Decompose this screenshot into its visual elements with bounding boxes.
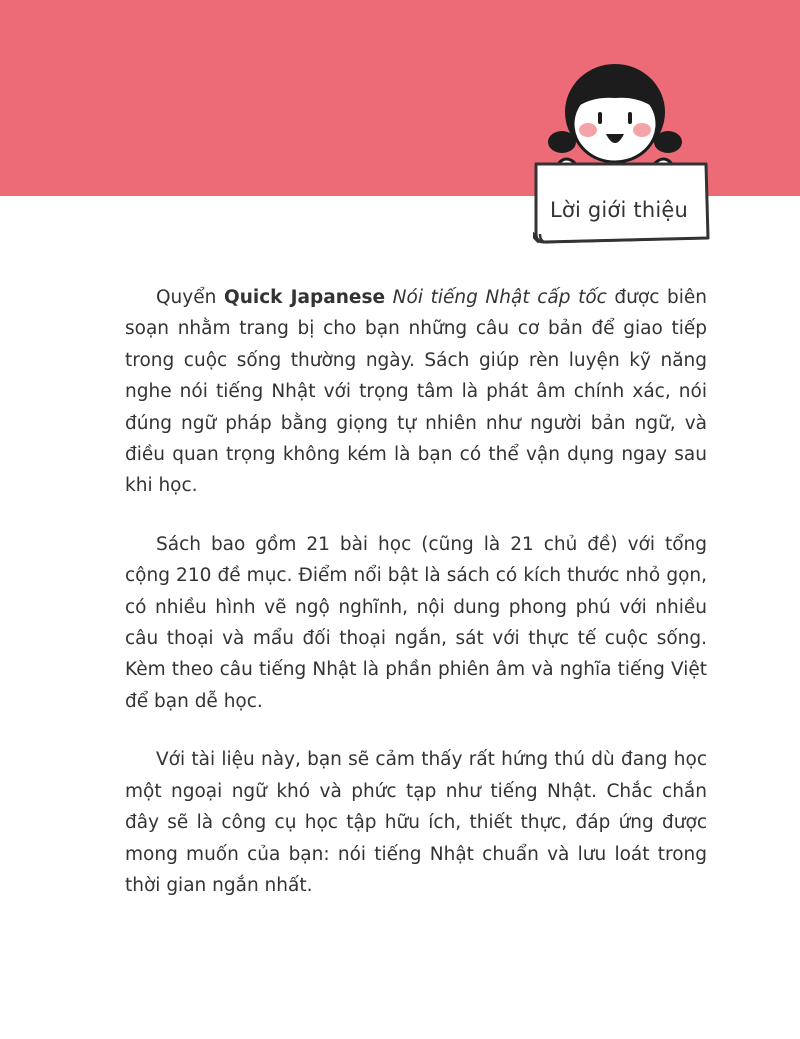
intro-paragraph-2: Sách bao gồm 21 bài học (cũng là 21 chủ đề) với tổng cộng 210 đề mục. Điểm nổi bật là sách có kích thước nhỏ gọn, có nhiều hình vẽ ngộ nghĩnh, nội dung phong phú với nhiều câu thoại và mẩu đối thoại ngắn, sát với thực tế cuộc sống. Kèm theo câu tiếng Nhật là phần phiên âm và nghĩa tiếng Việt để bạn dễ học.	[125, 533, 707, 712]
book-title: Quick Japanese	[223, 287, 386, 308]
intro-paragraph-1	[125, 282, 707, 502]
intro-content	[125, 282, 707, 901]
page-title: Lời giới thiệu	[550, 198, 688, 222]
p1-rest: được biên soạn nhằm trang bị cho bạn những câu cơ bản để giao tiếp trong cuộc sống thường ngày. Sách giúp rèn luyện kỹ năng nghe nói tiếng Nhật với trọng tâm là phát âm chính xác, nói đúng ngữ pháp bằng giọng tự nhiên như người bản ngữ, và điều quan trọng không kém là bạn có thể vận dụng ngay sau khi học.	[125, 287, 707, 497]
p1-lead: Quyển	[156, 287, 224, 308]
book-subtitle: Nói tiếng Nhật cấp tốc	[392, 287, 607, 308]
p1-space	[385, 287, 393, 308]
intro-paragraph-3: Với tài liệu này, bạn sẽ cảm thấy rất hứng thú dù đang học một ngoại ngữ khó và phức tạp như tiếng Nhật. Chắc chắn đây sẽ là công cụ học tập hữu ích, thiết thực, đáp ứng được mong muốn của bạn: nói tiếng Nhật chuẩn và lưu loát trong thời gian ngắn nhất.	[125, 749, 707, 896]
